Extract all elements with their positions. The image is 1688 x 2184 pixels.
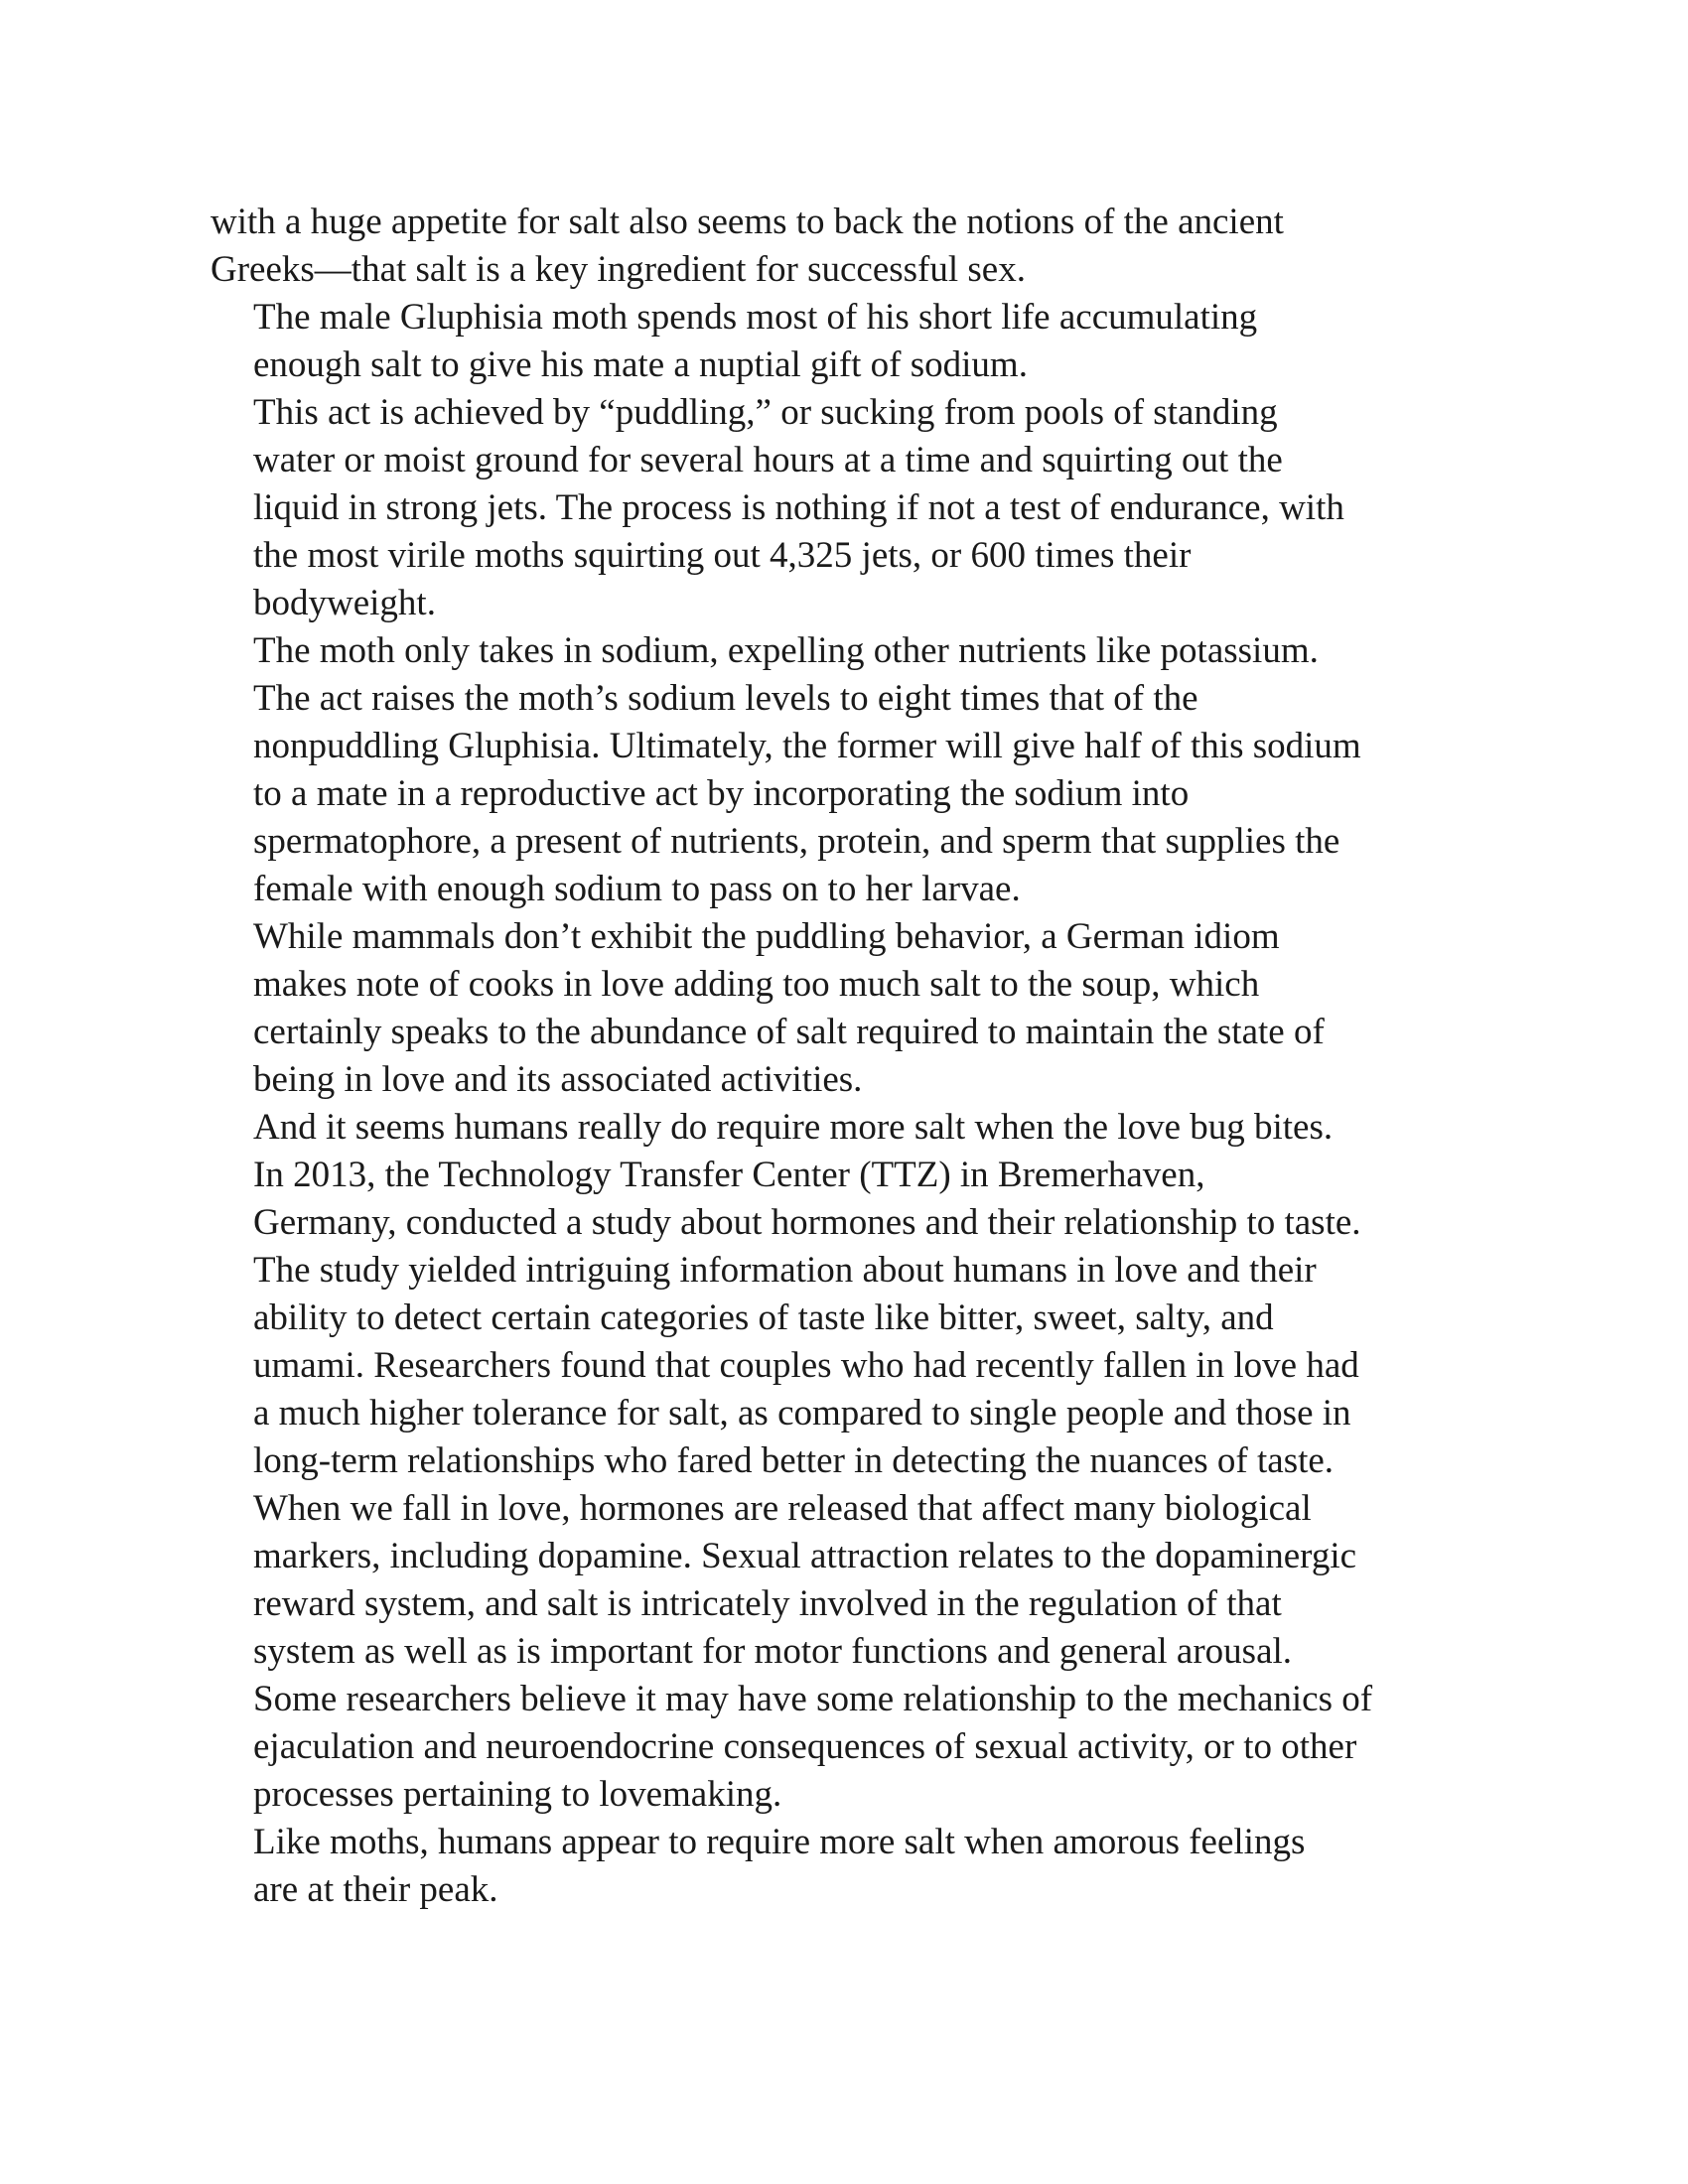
paragraph-hormones	[211, 1485, 1491, 1819]
page-body	[211, 199, 1491, 1914]
text-line: In 2013, the Technology Transfer Center (TTZ) in Bremerhaven,	[253, 1155, 1205, 1195]
text-line: to a mate in a reproductive act by incorporating the sodium into	[253, 773, 1190, 814]
text-line: The study yielded intriguing information about humans in love and their	[253, 1250, 1317, 1291]
text-line: long-term relationships who fared better in detecting the nuances of taste.	[253, 1440, 1335, 1481]
text-line: with a huge appetite for salt also seems to back the notions of the ancient	[211, 202, 1284, 242]
text-line: reward system, and salt is intricately involved in the regulation of that	[253, 1583, 1282, 1624]
text-line: nonpuddling Gluphisia. Ultimately, the former will give half of this sodium	[253, 726, 1361, 766]
text-line: umami. Researchers found that couples who had recently fallen in love had	[253, 1345, 1359, 1386]
text-line: ejaculation and neuroendocrine consequences of sexual activity, or to other	[253, 1726, 1357, 1767]
text-line: the most virile moths squirting out 4,325 jets, or 600 times their	[253, 535, 1192, 576]
paragraph-continuation	[211, 199, 1491, 294]
text-line: While mammals don’t exhibit the puddling behavior, a German idiom	[253, 916, 1280, 957]
text-line: certainly speaks to the abundance of salt required to maintain the state of	[253, 1012, 1325, 1052]
text-line: female with enough sodium to pass on to her larvae.	[253, 869, 1021, 909]
text-line: This act is achieved by “puddling,” or sucking from pools of standing	[253, 392, 1278, 433]
text-line: being in love and its associated activities.	[253, 1059, 863, 1100]
paragraph-german-idiom	[211, 913, 1491, 1104]
text-line: Like moths, humans appear to require more salt when amorous feelings	[253, 1822, 1306, 1862]
text-line: The act raises the moth’s sodium levels to eight times that of the	[253, 678, 1198, 719]
text-line: spermatophore, a present of nutrients, protein, and sperm that supplies the	[253, 821, 1340, 862]
text-line: bodyweight.	[253, 583, 436, 623]
paragraph-puddling	[211, 389, 1491, 627]
text-line: The moth only takes in sodium, expelling other nutrients like potassium.	[253, 630, 1319, 671]
paragraph-sodium-levels	[211, 627, 1491, 913]
text-line: water or moist ground for several hours at a time and squirting out the	[253, 440, 1283, 480]
text-line: enough salt to give his mate a nuptial gift of sodium.	[253, 344, 1028, 385]
paragraph-like-moths	[211, 1819, 1491, 1914]
text-line: The male Gluphisia moth spends most of his short life accumulating	[253, 297, 1258, 338]
text-line: processes pertaining to lovemaking.	[253, 1774, 782, 1815]
paragraph-gluphisia-moth	[211, 294, 1491, 389]
text-line: liquid in strong jets. The process is nothing if not a test of endurance, with	[253, 487, 1344, 528]
text-line: Greeks—that salt is a key ingredient for successful sex.	[211, 249, 1026, 290]
text-line: system as well as is important for motor functions and general arousal.	[253, 1631, 1293, 1672]
text-line: When we fall in love, hormones are released that affect many biological	[253, 1488, 1312, 1529]
paragraph-love-bug	[211, 1104, 1491, 1152]
paragraph-ttz-study	[211, 1152, 1491, 1485]
text-line: And it seems humans really do require more salt when the love bug bites.	[253, 1107, 1334, 1148]
text-line: a much higher tolerance for salt, as compared to single people and those in	[253, 1393, 1351, 1433]
text-line: Some researchers believe it may have some relationship to the mechanics of	[253, 1679, 1373, 1719]
text-line: markers, including dopamine. Sexual attraction relates to the dopaminergic	[253, 1536, 1357, 1576]
text-line: Germany, conducted a study about hormones and their relationship to taste.	[253, 1202, 1361, 1243]
text-line: are at their peak.	[253, 1869, 498, 1910]
text-line: makes note of cooks in love adding too much salt to the soup, which	[253, 964, 1260, 1005]
text-line: ability to detect certain categories of taste like bitter, sweet, salty, and	[253, 1297, 1274, 1338]
